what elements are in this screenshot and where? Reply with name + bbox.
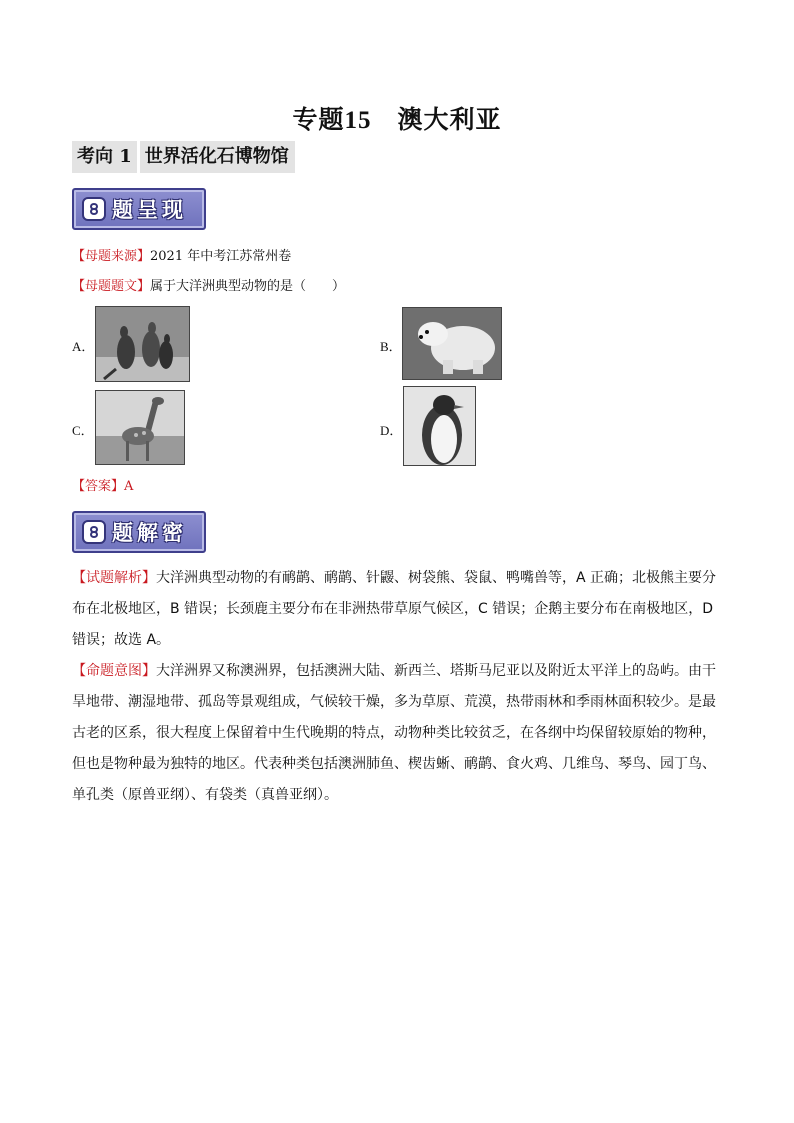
option-a-label: A． xyxy=(72,339,95,354)
loop-icon xyxy=(82,197,106,221)
answer-value: A xyxy=(124,479,134,494)
section-banner-present xyxy=(72,188,206,230)
answer-tag: 【答案】 xyxy=(72,479,125,494)
polar-bear-photo xyxy=(402,307,502,380)
source-tag: 【母题来源】 xyxy=(72,249,151,264)
section-banner-analysis xyxy=(72,511,206,553)
banner-analysis-text: 题解密 xyxy=(112,521,187,545)
kangaroo-photo xyxy=(95,306,190,382)
question-tag: 【母题题文】 xyxy=(72,279,151,294)
banner-present-text: 题呈现 xyxy=(112,198,187,222)
analysis-text: 大洋洲典型动物的有鸸鹋、鸸鹋、针鼹、树袋熊、袋鼠、鸭嘴兽等，A 正确；北极熊主要分布在北极地区，B 错误；长颈鹿主要分布在非洲热带草原气候区，C 错误；企鹅主要分布在南极地区，D 错误；故选 A。 xyxy=(72,570,717,648)
topic-bar xyxy=(72,141,298,173)
topic-label: 考向 1 xyxy=(72,141,137,173)
analysis-tag: 【试题解析】 xyxy=(72,570,156,586)
source-line xyxy=(72,248,291,266)
intent-paragraph xyxy=(72,656,722,811)
intent-tag: 【命题意图】 xyxy=(72,663,156,679)
answer-line xyxy=(72,478,133,496)
question-text: 属于大洋洲典型动物的是（ ） xyxy=(150,279,346,294)
option-d-label: D． xyxy=(380,423,403,438)
option-b-label: B． xyxy=(380,339,402,354)
penguin-photo xyxy=(403,386,476,466)
page-title xyxy=(0,100,794,136)
giraffe-photo xyxy=(95,390,185,465)
analysis-paragraph xyxy=(72,563,722,656)
title-name: 澳大利亚 xyxy=(397,105,502,134)
title-prefix: 专题 xyxy=(292,105,345,134)
source-text: 2021 年中考江苏常州卷 xyxy=(150,249,292,264)
intent-text: 大洋洲界又称澳洲界，包括澳洲大陆、新西兰、塔斯马尼亚以及附近太平洋上的岛屿。由干旱地带、潮湿地带、孤岛等景观组成，气候较干燥，多为草原、荒漠，热带雨林和季雨林面积较少。是最古老的区系，很大程度上保留着中生代晚期的特点，动物种类比较贫乏，在各纲中均保留较原始的物种，但也是物种最为独特的地区。代表种类包括澳洲肺鱼、楔齿蜥、鸸鹋、食火鸡、几维鸟、琴鸟、园丁鸟、单孔类（原兽亚纲）、有袋类（真兽亚纲）。 xyxy=(72,663,716,803)
title-number: 15 xyxy=(344,107,372,134)
question-line xyxy=(72,278,345,296)
loop-icon xyxy=(82,520,106,544)
topic-name: 世界活化石博物馆 xyxy=(140,141,295,173)
option-c-label: C． xyxy=(72,423,94,438)
